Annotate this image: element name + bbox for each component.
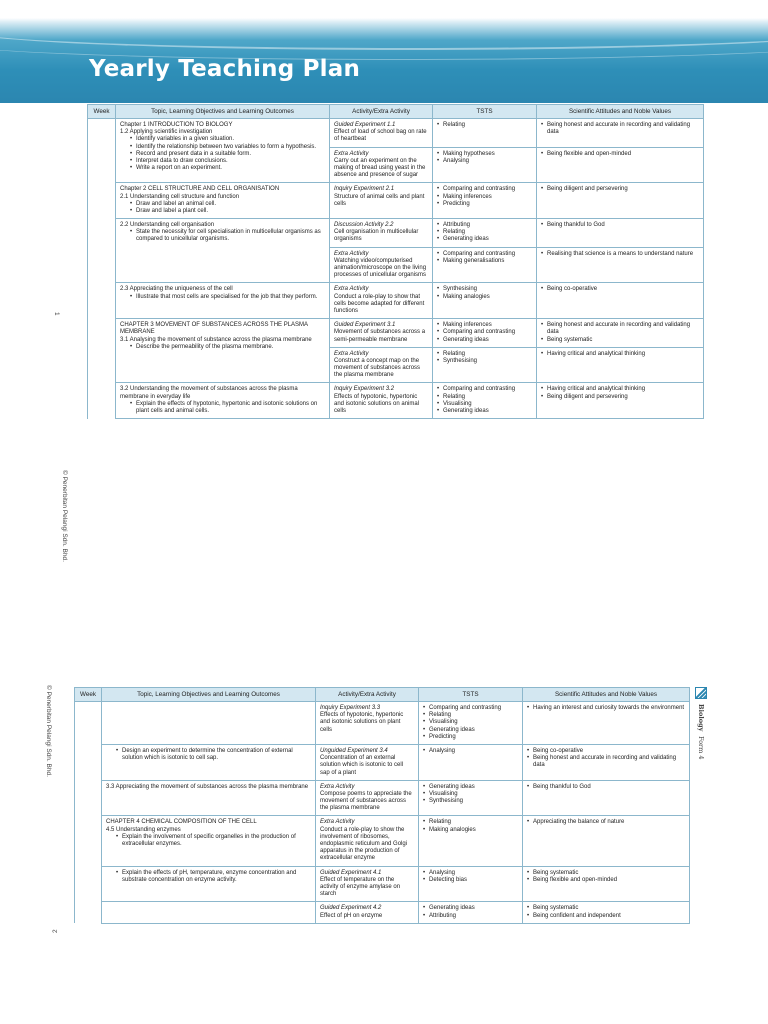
activity-description: Watching video/computerised animation/microscope on the living processes of unicellular organisms [334, 257, 427, 279]
topic-outcomes-list [106, 748, 311, 762]
topic-cell [116, 119, 330, 183]
book-title [697, 704, 705, 760]
tsts-list [437, 122, 532, 129]
tsts-list [437, 322, 532, 344]
values-list [527, 870, 685, 884]
activity-type: Unguided Experiment 3.4 [320, 747, 388, 754]
activity-cell [316, 816, 419, 866]
col-header-activity: Activity/Extra Activity [316, 688, 419, 702]
values-cell [537, 147, 704, 183]
value-item: • Being diligent and persevering [541, 394, 699, 401]
activity-type: Inquiry Experiment 2.1 [334, 186, 395, 193]
tsts-item: • Attributing [423, 913, 518, 920]
outcome-item: • Describe the permeability of the plasma membrane. [130, 344, 325, 351]
teaching-plan-table-2 [74, 687, 690, 924]
values-cell [523, 780, 690, 816]
activity-cell [316, 702, 419, 745]
values-list [541, 386, 699, 400]
tsts-list [423, 905, 518, 919]
values-list [527, 784, 685, 791]
week-cell [75, 702, 102, 924]
banner-wave [0, 18, 768, 60]
topic-cell [116, 183, 330, 219]
activity-description: Conduct a role-play to show that cells become adapted for different functions [334, 293, 425, 314]
tsts-cell [419, 780, 523, 816]
tsts-cell [433, 119, 537, 148]
value-item: • Appreciating the balance of nature [527, 819, 685, 826]
topic-outcomes-list [120, 136, 325, 172]
topic-outcomes-list [106, 870, 311, 884]
tsts-item: • Generating ideas [423, 784, 518, 791]
tsts-item: • Making analogies [423, 827, 518, 834]
tsts-item: • Making inferences [437, 194, 532, 201]
values-cell [523, 866, 690, 902]
topic-line: 2.1 Understanding cell structure and function [120, 193, 240, 200]
topic-cell [116, 283, 330, 319]
values-list [541, 222, 699, 229]
table-row [88, 119, 704, 148]
activity-type: Guided Experiment 3.1 [334, 322, 396, 329]
activity-type: Extra Activity [334, 250, 369, 257]
activity-description: Effect of load of school bag on rate of heartbeat [334, 129, 427, 143]
tsts-item: • Predicting [437, 201, 532, 208]
activity-description: Cell organisation in multicellular organisms [334, 229, 419, 243]
outcome-item: • State the necessity for cell specialisation in multicellular organisms as compared to unicellular organisms. [130, 229, 325, 243]
topic-line: 3.2 Understanding the movement of substances across the plasma membrane in everyday life [120, 386, 298, 400]
tsts-item: • Generating ideas [437, 236, 532, 243]
header-banner [0, 0, 768, 103]
tsts-cell [433, 319, 537, 348]
col-header-tsts: TSTS [433, 105, 537, 119]
activity-description: Concentration of an external solution which is isotonic to cell sap of a plant [320, 755, 404, 776]
outcome-item: • Write a report on an experiment. [130, 165, 325, 172]
values-cell [523, 902, 690, 923]
tsts-item: • Comparing and contrasting [437, 251, 532, 258]
topic-outcomes-list [120, 201, 325, 215]
activity-description: Effects of hypotonic, hypertonic and isotonic solutions on animal cells [334, 393, 420, 414]
tsts-item: • Comparing and contrasting [437, 386, 532, 393]
activity-description: Effect of pH on enzyme [320, 912, 383, 919]
activity-cell [330, 183, 433, 219]
teaching-plan-table-1 [87, 104, 704, 419]
tsts-item: • Analysing [423, 870, 518, 877]
tsts-item: • Making inferences [437, 322, 532, 329]
activity-type: Discussion Activity 2.2 [334, 222, 394, 229]
topic-outcomes-list [120, 401, 325, 415]
value-item: • Being flexible and open-minded [541, 151, 699, 158]
page-title: Yearly Teaching Plan [89, 56, 361, 82]
tsts-item: • Relating [437, 122, 532, 129]
tsts-item: • Visualising [437, 401, 532, 408]
col-header-week: Week [75, 688, 102, 702]
values-cell [537, 247, 704, 283]
values-list [541, 351, 699, 358]
topic-line: 2.2 Understanding cell organisation [120, 222, 215, 229]
outcome-item: • Identify the relationship between two variables to form a hypothesis. [130, 144, 325, 151]
activity-cell [316, 744, 419, 780]
table-row [75, 866, 690, 902]
table-row [88, 319, 704, 348]
tsts-item: • Generating ideas [437, 408, 532, 415]
topic-line: 4.5 Understanding enzymes [106, 826, 181, 833]
value-item: • Being thankful to God [541, 222, 699, 229]
col-header-values: Scientific Attitudes and Noble Values [537, 105, 704, 119]
values-list [527, 705, 685, 712]
topic-cell [102, 902, 316, 923]
values-list [541, 186, 699, 193]
outcome-item: • Draw and label an animal cell. [130, 201, 325, 208]
tsts-cell [433, 219, 537, 248]
tsts-cell [419, 744, 523, 780]
tsts-list [437, 251, 532, 265]
topic-line: 2.3 Appreciating the uniqueness of the cell [120, 286, 233, 293]
tsts-item: • Synthesising [437, 286, 532, 293]
activity-description: Movement of substances across a semi-permeable membrane [334, 329, 426, 343]
col-header-week: Week [88, 105, 116, 119]
outcome-item: • Interpret data to draw conclusions. [130, 158, 325, 165]
values-cell [537, 283, 704, 319]
table-row [75, 702, 690, 745]
tsts-cell [433, 183, 537, 219]
col-header-topic: Topic, Learning Objectives and Learning Outcomes [102, 688, 316, 702]
tsts-item: • Synthesising [437, 358, 532, 365]
values-cell [523, 816, 690, 866]
activity-type: Guided Experiment 1.1 [334, 122, 396, 128]
book-form-text: Form 4 [697, 735, 705, 760]
topic-line: 1.2 Applying scientific investigation [120, 129, 213, 136]
activity-description: Carry out an experiment on the making of bread using yeast in the absence and presence of sugar [334, 157, 426, 179]
activity-description: Construct a concept map on the movement of substances across the plasma membrane [334, 357, 421, 379]
tsts-item: • Visualising [423, 791, 518, 798]
outcome-item: • Record and present data in a suitable form. [130, 151, 325, 158]
tsts-item: • Attributing [437, 222, 532, 229]
tsts-item: • Relating [423, 712, 518, 719]
tsts-item: • Generating ideas [423, 727, 518, 734]
tsts-item: • Analysing [437, 158, 532, 165]
table-row [75, 744, 690, 780]
tsts-item: • Analysing [423, 748, 518, 755]
tsts-item: • Visualising [423, 719, 518, 726]
values-cell [523, 744, 690, 780]
tsts-cell [433, 283, 537, 319]
topic-outcomes-list [106, 834, 311, 848]
values-cell [537, 219, 704, 248]
tsts-item: • Making hypotheses [437, 151, 532, 158]
tsts-cell [433, 147, 537, 183]
value-item: • Being confident and independent [527, 913, 685, 920]
activity-cell [330, 119, 433, 148]
value-item: • Being co-operative [541, 286, 699, 293]
tsts-item: • Making analogies [437, 294, 532, 301]
table-row [88, 183, 704, 219]
topic-cell [102, 702, 316, 745]
page-number: 1 [53, 312, 60, 316]
activity-cell [330, 247, 433, 283]
col-header-topic: Topic, Learning Objectives and Learning Outcomes [116, 105, 330, 119]
activity-cell [330, 347, 433, 383]
value-item: • Being co-operative [527, 748, 685, 755]
values-cell [537, 319, 704, 348]
value-item: • Being diligent and persevering [541, 186, 699, 193]
outcome-item: • Explain the effects of hypotonic, hypertonic and isotonic solutions on plant cells and animal cells. [130, 401, 325, 415]
copyright-notice: © Penerbitan Pelangi Sdn. Bhd. [45, 685, 52, 777]
activity-type: Extra Activity [334, 350, 369, 357]
topic-outcomes-list [120, 294, 325, 301]
outcome-item: • Explain the involvement of specific organelles in the production of extracellular enzymes. [116, 834, 311, 848]
table-row [88, 383, 704, 419]
stripe-square-icon [695, 687, 707, 699]
activity-description: Effects of hypotonic, hypertonic and isotonic solutions on plant cells [320, 712, 404, 733]
activity-description: Effect of temperature on the activity of enzyme amylase on starch [320, 876, 401, 898]
value-item: • Being honest and accurate in recording and validating data [527, 755, 685, 769]
page-number: 2 [52, 929, 59, 933]
tsts-item: • Relating [423, 819, 518, 826]
outcome-item: • Explain the effects of pH, temperature, enzyme concentration and substrate concentration on enzyme activity. [116, 870, 311, 884]
values-list [541, 251, 699, 258]
value-item: • Having critical and analytical thinking [541, 351, 699, 358]
topic-line: 3.3 Appreciating the movement of substances across the plasma membrane [106, 783, 309, 790]
week-cell [88, 119, 116, 419]
tsts-item: • Relating [437, 351, 532, 358]
values-list [541, 286, 699, 293]
tsts-item: • Making generalisations [437, 258, 532, 265]
tsts-cell [433, 347, 537, 383]
activity-cell [330, 147, 433, 183]
tsts-list [423, 705, 518, 741]
value-item: • Being honest and accurate in recording and validating data [541, 122, 699, 136]
outcome-item: • Identify variables in a given situation. [130, 136, 325, 143]
activity-type: Extra Activity [320, 819, 355, 826]
book-title-text: Biology [697, 704, 705, 732]
topic-cell [116, 319, 330, 383]
activity-type: Guided Experiment 4.1 [320, 869, 382, 876]
activity-cell [330, 319, 433, 348]
activity-type: Extra Activity [320, 783, 355, 790]
tsts-list [437, 222, 532, 244]
tsts-cell [419, 702, 523, 745]
topic-line: CHAPTER 4 CHEMICAL COMPOSITION OF THE CELL [106, 819, 257, 826]
outcome-item: • Draw and label a plant cell. [130, 208, 325, 215]
activity-type: Extra Activity [334, 150, 369, 157]
activity-description: Compose poems to appreciate the movement of substances across the plasma membrane [320, 790, 412, 812]
tsts-cell [419, 866, 523, 902]
tsts-list [437, 151, 532, 165]
table-row [75, 816, 690, 866]
tsts-item: • Generating ideas [437, 337, 532, 344]
table-row [75, 902, 690, 923]
tsts-item: • Relating [437, 229, 532, 236]
tsts-list [423, 819, 518, 833]
value-item: • Having an interest and curiosity towards the environment [527, 705, 685, 712]
activity-cell [330, 283, 433, 319]
value-item: • Realising that science is a means to understand nature [541, 251, 699, 258]
table-row [88, 283, 704, 319]
values-cell [537, 347, 704, 383]
activity-description: Structure of animal cells and plant cells [334, 193, 425, 207]
tsts-cell [433, 383, 537, 419]
value-item: • Being systematic [527, 870, 685, 877]
tsts-item: • Predicting [423, 734, 518, 741]
tsts-item: • Generating ideas [423, 905, 518, 912]
tsts-item: • Comparing and contrasting [437, 329, 532, 336]
values-list [541, 151, 699, 158]
tsts-item: • Comparing and contrasting [423, 705, 518, 712]
value-item: • Being honest and accurate in recording and validating data [541, 322, 699, 336]
activity-cell [330, 219, 433, 248]
activity-cell [316, 780, 419, 816]
copyright-notice: © Penerbitan Pelangi Sdn. Bhd. [61, 470, 68, 562]
topic-cell [102, 816, 316, 866]
activity-type: Inquiry Experiment 3.3 [320, 705, 381, 711]
value-item: • Being flexible and open-minded [527, 877, 685, 884]
values-list [527, 748, 685, 770]
value-item: • Being systematic [527, 905, 685, 912]
topic-cell [116, 383, 330, 419]
activity-cell [316, 866, 419, 902]
topic-cell [102, 780, 316, 816]
topic-outcomes-list [120, 229, 325, 243]
topic-cell [116, 219, 330, 283]
topic-outcomes-list [120, 344, 325, 351]
tsts-item: • Detecting bias [423, 877, 518, 884]
tsts-item: • Comparing and contrasting [437, 186, 532, 193]
values-list [527, 905, 685, 919]
activity-type: Inquiry Experiment 3.2 [334, 386, 395, 393]
topic-cell [102, 744, 316, 780]
values-cell [537, 183, 704, 219]
col-header-activity: Activity/Extra Activity [330, 105, 433, 119]
col-header-values: Scientific Attitudes and Noble Values [523, 688, 690, 702]
table-row [75, 780, 690, 816]
values-cell [537, 119, 704, 148]
outcome-item: • Illustrate that most cells are specialised for the job that they perform. [130, 294, 325, 301]
activity-type: Extra Activity [334, 286, 369, 293]
tsts-list [437, 386, 532, 415]
values-list [527, 819, 685, 826]
topic-cell [102, 866, 316, 902]
tsts-list [437, 351, 532, 365]
activity-type: Guided Experiment 4.2 [320, 905, 382, 912]
values-list [541, 122, 699, 136]
topic-line: Chapter 2 CELL STRUCTURE AND CELL ORGANISATION [120, 186, 280, 193]
topic-line: Chapter 1 INTRODUCTION TO BIOLOGY [120, 122, 233, 128]
tsts-list [437, 286, 532, 300]
col-header-tsts: TSTS [419, 688, 523, 702]
values-cell [537, 383, 704, 419]
values-list [541, 322, 699, 344]
value-item: • Being systematic [541, 337, 699, 344]
tsts-list [423, 784, 518, 806]
tsts-item: • Relating [437, 394, 532, 401]
tsts-item: • Synthesising [423, 798, 518, 805]
activity-description: Conduct a role-play to show the involvement of ribosomes, endoplasmic reticulum and Golgi apparatus in the production of extracellular enzyme [320, 826, 408, 862]
tsts-cell [433, 247, 537, 283]
activity-cell [330, 383, 433, 419]
tsts-cell [419, 816, 523, 866]
value-item: • Being thankful to God [527, 784, 685, 791]
topic-line: CHAPTER 3 MOVEMENT OF SUBSTANCES ACROSS THE PLASMA MEMBRANE [120, 322, 308, 336]
tsts-list [423, 748, 518, 755]
tsts-list [437, 186, 532, 208]
activity-cell [316, 902, 419, 923]
topic-line: 3.1 Analysing the movement of substance across the plasma membrane [120, 336, 312, 343]
table-row [88, 219, 704, 248]
value-item: • Having critical and analytical thinking [541, 386, 699, 393]
tsts-list [423, 870, 518, 884]
values-cell [523, 702, 690, 745]
outcome-item: • Design an experiment to determine the concentration of external solution which is isotonic to cell sap. [116, 748, 311, 762]
tsts-cell [419, 902, 523, 923]
